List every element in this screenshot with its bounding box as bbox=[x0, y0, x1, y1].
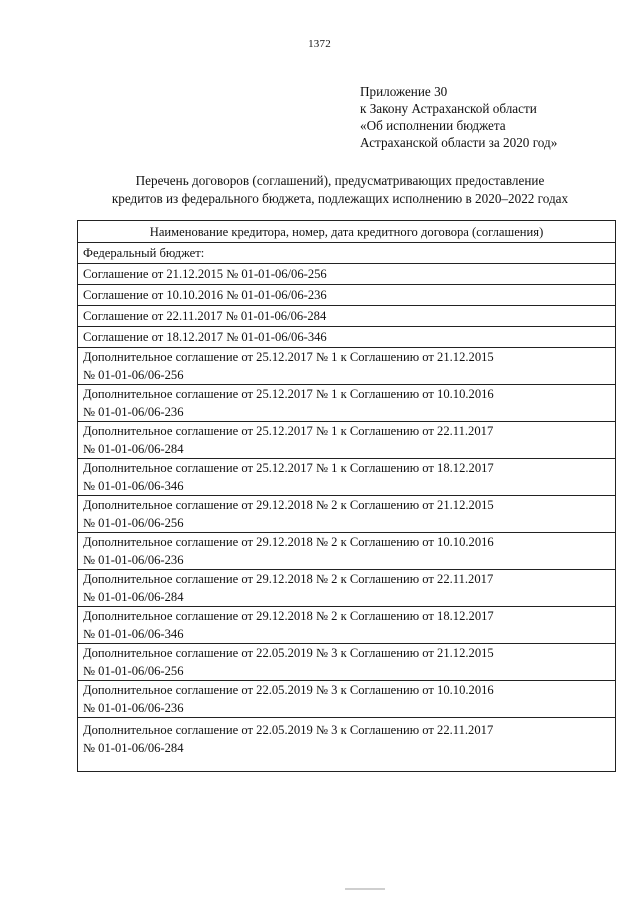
agreement-number-line: № 01-01-06/06-236 bbox=[83, 701, 184, 715]
table-row bbox=[78, 285, 616, 306]
agreement-cell bbox=[78, 681, 616, 718]
scan-artifact bbox=[345, 888, 385, 890]
appendix-line: Астраханской области за 2020 год» bbox=[360, 135, 558, 150]
agreement-cell bbox=[78, 327, 616, 348]
table-row bbox=[78, 718, 616, 772]
agreement-line: Соглашение от 18.12.2017 № 01-01-06/06-346 bbox=[83, 330, 327, 344]
agreement-cell bbox=[78, 644, 616, 681]
table-row bbox=[78, 644, 616, 681]
agreement-cell bbox=[78, 496, 616, 533]
section-label: Федеральный бюджет: bbox=[78, 243, 616, 264]
agreement-number-line: № 01-01-06/06-256 bbox=[83, 368, 184, 382]
agreement-line: Дополнительное соглашение от 25.12.2017 № 1 к Соглашению от 18.12.2017 bbox=[83, 461, 494, 475]
table-row bbox=[78, 385, 616, 422]
table-row bbox=[78, 306, 616, 327]
agreement-line: Соглашение от 22.11.2017 № 01-01-06/06-284 bbox=[83, 309, 327, 323]
agreement-cell bbox=[78, 385, 616, 422]
agreement-number-line: № 01-01-06/06-346 bbox=[83, 627, 184, 641]
agreement-line: Соглашение от 21.12.2015 № 01-01-06/06-256 bbox=[83, 267, 327, 281]
agreement-line: Дополнительное соглашение от 22.05.2019 № 3 к Соглашению от 21.12.2015 bbox=[83, 646, 494, 660]
appendix-line: к Закону Астраханской области bbox=[360, 101, 537, 116]
table-row bbox=[78, 533, 616, 570]
appendix-line: «Об исполнении бюджета bbox=[360, 118, 506, 133]
agreement-cell bbox=[78, 264, 616, 285]
table-body bbox=[78, 243, 616, 772]
agreement-number-line: № 01-01-06/06-346 bbox=[83, 479, 184, 493]
agreement-line: Дополнительное соглашение от 29.12.2018 № 2 к Соглашению от 10.10.2016 bbox=[83, 535, 494, 549]
document-title bbox=[70, 172, 610, 208]
table-row bbox=[78, 496, 616, 533]
agreement-number-line: № 01-01-06/06-284 bbox=[83, 442, 184, 456]
agreement-cell bbox=[78, 718, 616, 772]
agreement-line: Дополнительное соглашение от 22.05.2019 № 3 к Соглашению от 22.11.2017 bbox=[83, 723, 494, 737]
agreement-line: Соглашение от 10.10.2016 № 01-01-06/06-236 bbox=[83, 288, 327, 302]
table-row bbox=[78, 327, 616, 348]
table-row bbox=[78, 607, 616, 644]
agreement-cell bbox=[78, 533, 616, 570]
agreement-number-line: № 01-01-06/06-236 bbox=[83, 405, 184, 419]
agreement-cell bbox=[78, 459, 616, 496]
appendix-line: Приложение 30 bbox=[360, 84, 448, 99]
title-line: кредитов из федерального бюджета, подлежащих исполнению в 2020–2022 годах bbox=[111, 191, 569, 206]
agreement-cell bbox=[78, 422, 616, 459]
appendix-block bbox=[360, 83, 557, 151]
section-row bbox=[78, 243, 616, 264]
agreement-line: Дополнительное соглашение от 29.12.2018 № 2 к Соглашению от 18.12.2017 bbox=[83, 609, 494, 623]
table-row bbox=[78, 422, 616, 459]
table-row bbox=[78, 348, 616, 385]
agreement-cell bbox=[78, 285, 616, 306]
contracts-table bbox=[77, 220, 616, 772]
table-row bbox=[78, 264, 616, 285]
agreement-number-line: № 01-01-06/06-256 bbox=[83, 516, 184, 530]
title-line: Перечень договоров (соглашений), предусматривающих предоставление bbox=[135, 173, 545, 188]
agreement-number-line: № 01-01-06/06-284 bbox=[83, 741, 184, 755]
table-row bbox=[78, 570, 616, 607]
agreement-line: Дополнительное соглашение от 22.05.2019 № 3 к Соглашению от 10.10.2016 bbox=[83, 683, 494, 697]
agreement-number-line: № 01-01-06/06-256 bbox=[83, 664, 184, 678]
agreement-line: Дополнительное соглашение от 29.12.2018 № 2 к Соглашению от 21.12.2015 bbox=[83, 498, 494, 512]
column-header: Наименование кредитора, номер, дата кредитного договора (соглашения) bbox=[78, 221, 616, 243]
agreement-line: Дополнительное соглашение от 25.12.2017 № 1 к Соглашению от 22.11.2017 bbox=[83, 424, 494, 438]
table-row bbox=[78, 681, 616, 718]
agreement-number-line: № 01-01-06/06-236 bbox=[83, 553, 184, 567]
table-header-row bbox=[78, 221, 616, 243]
page-number: 1372 bbox=[308, 38, 331, 50]
table-row bbox=[78, 459, 616, 496]
agreement-cell bbox=[78, 570, 616, 607]
agreement-line: Дополнительное соглашение от 25.12.2017 № 1 к Соглашению от 21.12.2015 bbox=[83, 350, 494, 364]
agreement-line: Дополнительное соглашение от 29.12.2018 № 2 к Соглашению от 22.11.2017 bbox=[83, 572, 494, 586]
agreement-cell bbox=[78, 607, 616, 644]
agreement-cell bbox=[78, 306, 616, 327]
agreement-cell bbox=[78, 348, 616, 385]
agreement-number-line: № 01-01-06/06-284 bbox=[83, 590, 184, 604]
agreement-line: Дополнительное соглашение от 25.12.2017 № 1 к Соглашению от 10.10.2016 bbox=[83, 387, 494, 401]
